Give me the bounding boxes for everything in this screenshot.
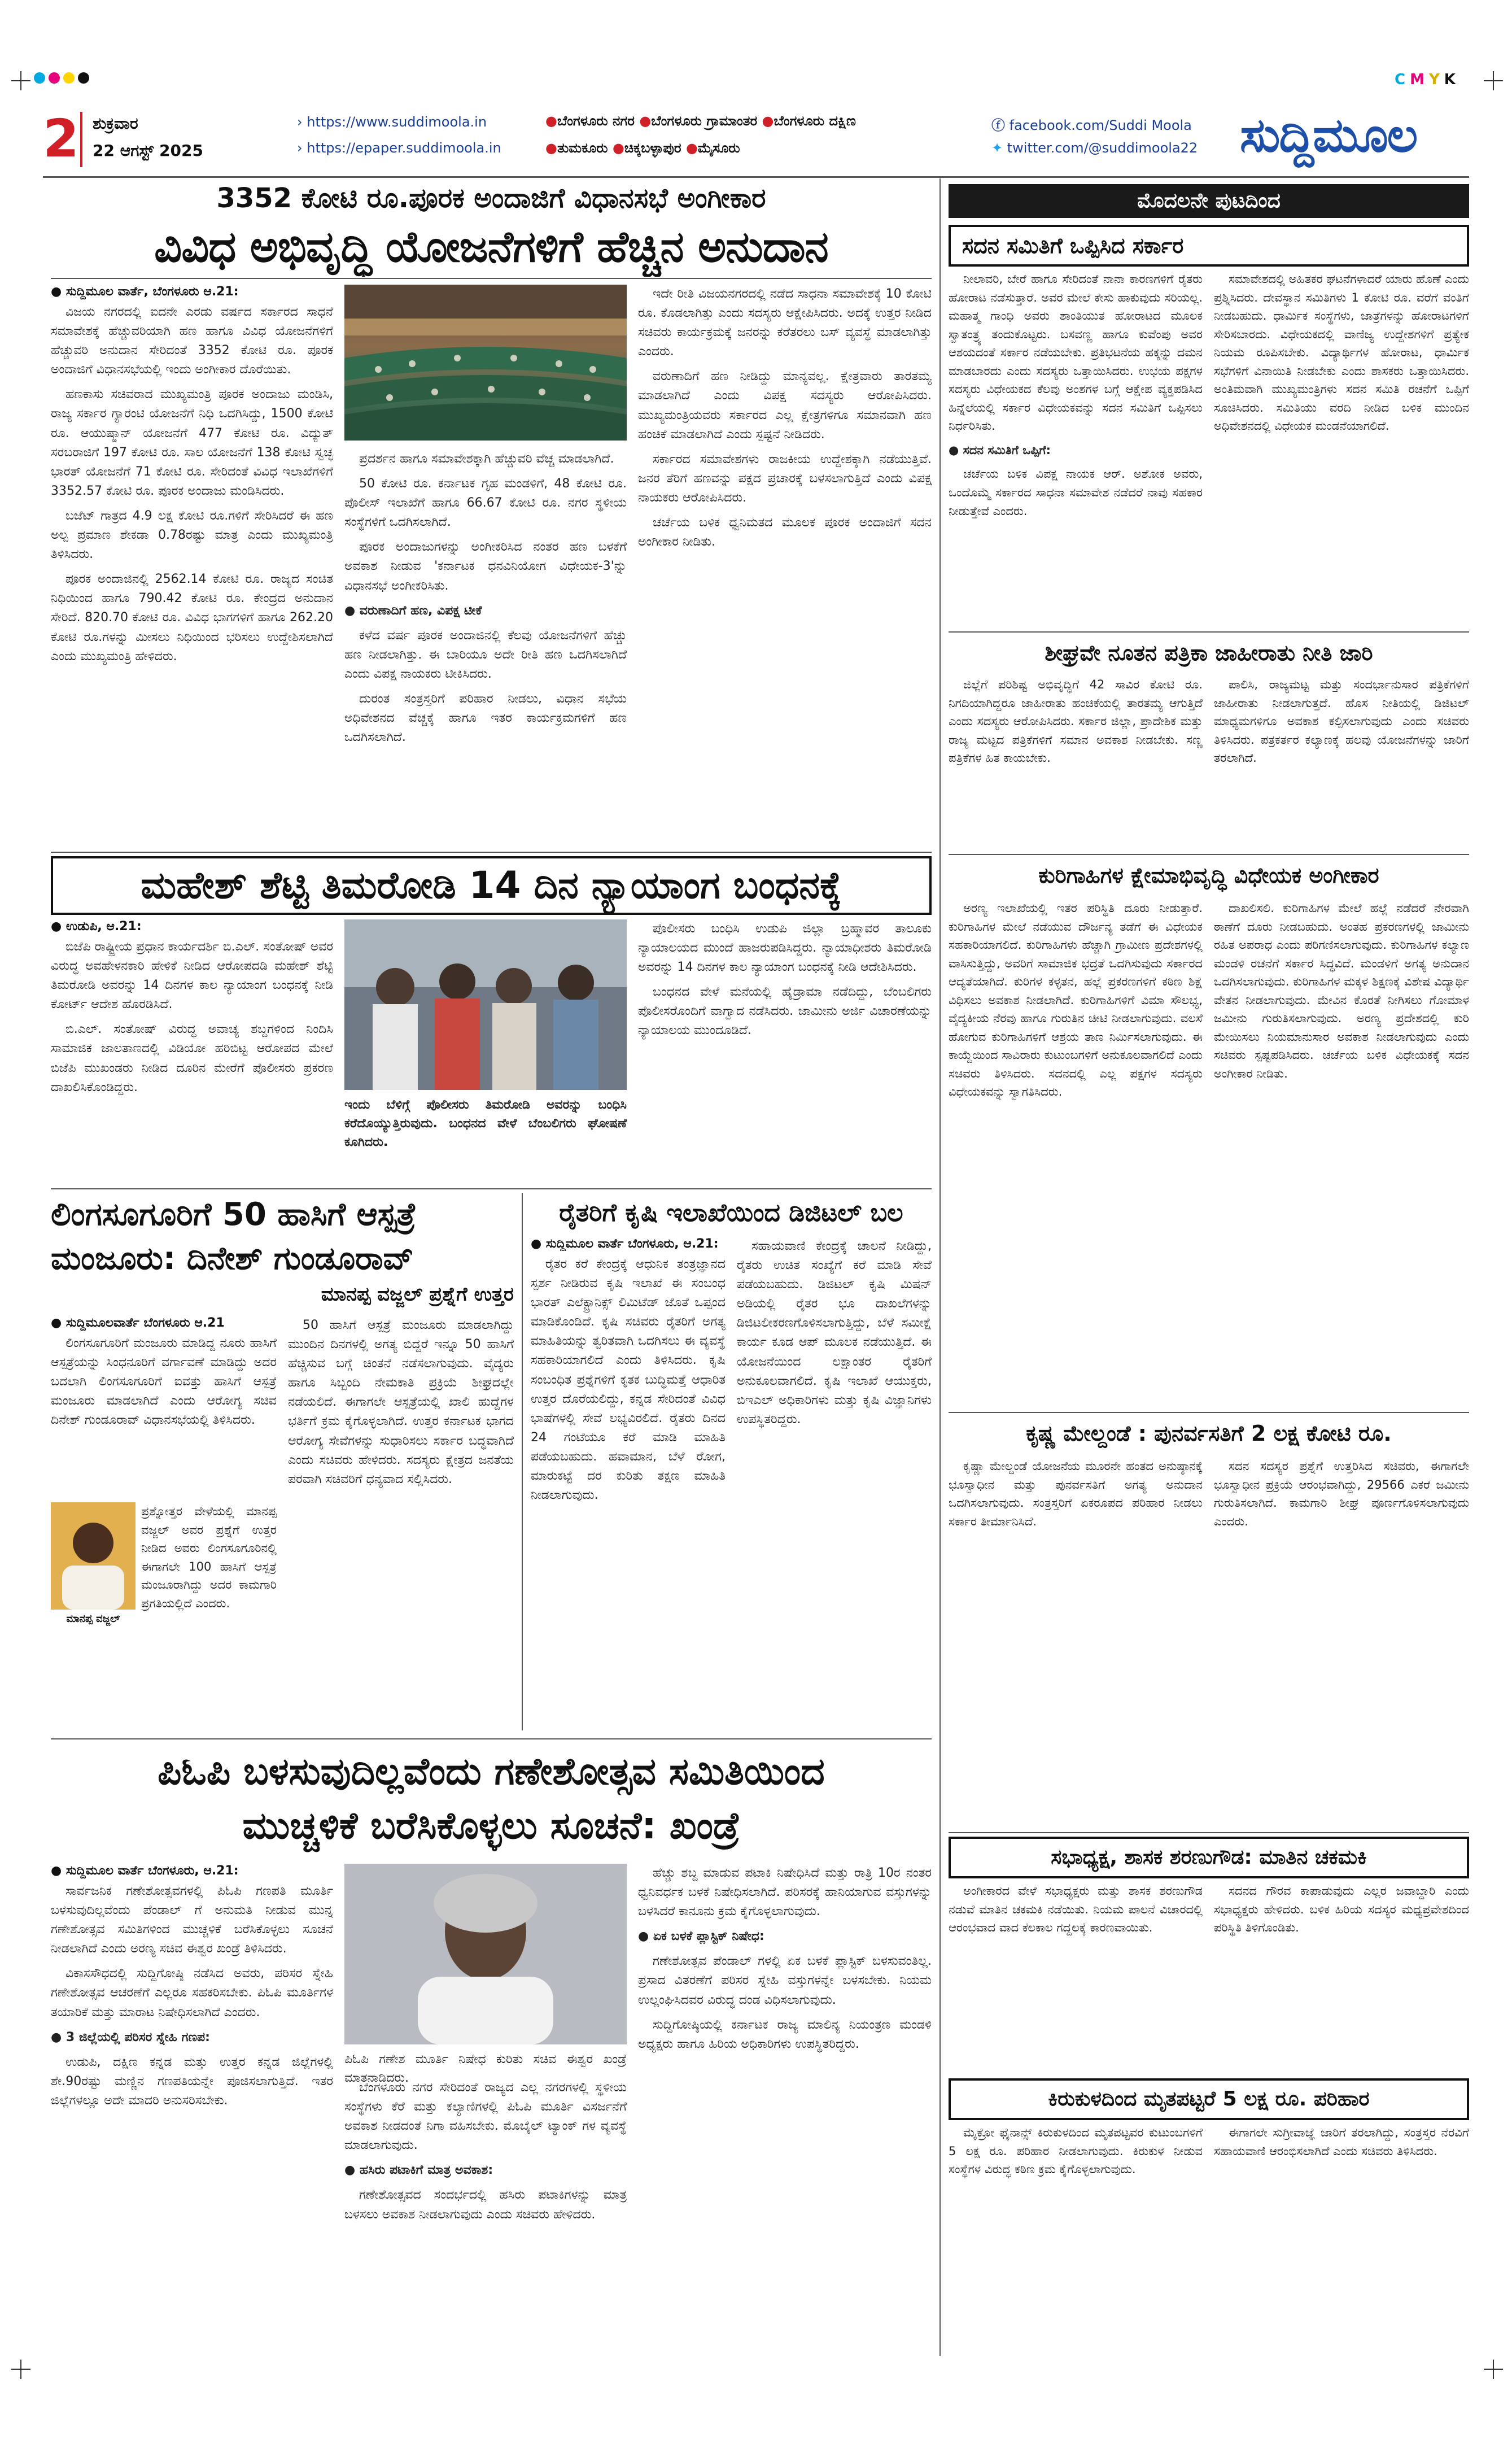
rule bbox=[51, 1188, 932, 1189]
article2-headline: ಮಹೇಶ್ ಶೆಟ್ಟಿ ತಿಮರೋಡಿ 14 ದಿನ ನ್ಯಾಯಾಂಗ ಬಂಧನಕ್ಕೆ bbox=[51, 856, 932, 915]
rule bbox=[51, 852, 932, 853]
article4-dateline: ● ಸುದ್ದಿಮೂಲ ವಾರ್ತೆ ಬೆಂಗಳೂರು, ಆ.21: bbox=[531, 1237, 719, 1251]
s6-col-1: ಮೈಕ್ರೋ ಫೈನಾನ್ಸ್ ಕಿರುಕುಳದಿಂದ ಮೃತಪಟ್ಟವರ ಕುಟುಂಬಗಳಿಗೆ 5 ಲಕ್ಷ ರೂ. ಪರಿಹಾರ ನೀಡಲಾಗುವುದು. ಕಿರುಕುಳ ನೀಡುವ ಸಂಸ್ಥೆಗಳ ವಿರುದ್ಧ ಕಠಿಣ ಕ್ರಮ ಕೈಗೊಳ್ಳಲಾಗುವುದು. bbox=[949, 2126, 1203, 2177]
s6-col-2: ಈಗಾಗಲೇ ಸುಗ್ರೀವಾಜ್ಞೆ ಜಾರಿಗೆ ತರಲಾಗಿದ್ದು, ಸಂತ್ರಸ್ತರ ನೆರವಿಗೆ ಸಹಾಯವಾಣಿ ಆರಂಭಿಸಲಾಗಿದೆ ಎಂದು ಸಚಿವರು ತಿಳಿಸಿದರು. bbox=[1214, 2126, 1469, 2158]
article3-dateline: ● ಸುದ್ದಿಮೂಲವಾರ್ತೆ ಬೆಂಗಳೂರು ಆ.21 bbox=[51, 1316, 225, 1330]
facebook-icon: ⓕ bbox=[991, 117, 1005, 133]
crop-mark bbox=[11, 71, 30, 90]
column-divider bbox=[522, 1193, 523, 1730]
article5-headline-1: ಪಿಓಪಿ ಬಳಸುವುದಿಲ್ಲವೆಂದು ಗಣೇಶೋತ್ಸವ ಸಮಿತಿಯಿಂದ bbox=[158, 1750, 825, 1793]
s5-headline: ಸಭಾಧ್ಯಕ್ಷ, ಶಾಸಕ ಶರಣುಗೌಡ: ಮಾತಿನ ಚಕಮಕಿ bbox=[949, 1837, 1469, 1878]
rule bbox=[949, 1412, 1469, 1413]
article4-headline: ರೈತರಿಗೆ ಕೃಷಿ ಇಲಾಖೆಯಿಂದ ಡಿಜಿಟಲ್ ಬಲ bbox=[559, 1198, 903, 1227]
twitter-link[interactable]: ✦ twitter.com/@suddimoola22 bbox=[991, 140, 1198, 156]
black-dot bbox=[78, 72, 89, 84]
minister-portrait-image bbox=[344, 1864, 627, 2044]
article2-col-3: ಪೊಲೀಸರು ಬಂಧಿಸಿ ಉಡುಪಿ ಜಿಲ್ಲಾ ಬ್ರಹ್ಮಾವರ ತಾಲೂಕು ನ್ಯಾಯಾಲಯದ ಮುಂದೆ ಹಾಜರುಪಡಿಸಿದ್ದರು. ನ್ಯಾಯಾಧೀಶರು ತಿಮರೋಡಿ ಅವರನ್ನು 14 ದಿನಗಳ ಕಾಲ ನ್ಯಾಯಾಂಗ ಬಂಧನಕ್ಕೆ ನೀಡಿ ಆದೇಶಿಸಿದರು. ಬಂಧನದ ವೇಳೆ ಮನೆಯಲ್ಲಿ ಹೈಡ್ರಾಮಾ ನಡೆದಿದ್ದು, ಬೆಂಬಲಿಗರು ಪೊಲೀಸರೊಂದಿಗೆ ವಾಗ್ವಾದ ನಡೆಸಿದರು. ಜಾಮೀನು ಅರ್ಜಿ ವಿಚಾರಣೆಯನ್ನು ನ್ಯಾಯಾಲಯ ಮುಂದೂಡಿದೆ. bbox=[638, 922, 932, 1038]
date: 22 ಆಗಸ್ಟ್ 2025 bbox=[93, 141, 203, 160]
article5-headline-2: ಮುಚ್ಚಳಿಕೆ ಬರೆಸಿಕೊಳ್ಳಲು ಸೂಚನೆ: ಖಂಡ್ರೆ bbox=[242, 1804, 740, 1847]
article5-dateline: ● ಸುದ್ದಿಮೂಲ ವಾರ್ತೆ ಬೆಂಗಳೂರು, ಆ.21: bbox=[51, 1864, 239, 1878]
editions-row-2: ●ತುಮಕೂರು ●ಚಿಕ್ಕಬಳ್ಳಾಪುರ ●ಮೈಸೂರು bbox=[545, 140, 740, 156]
s3-headline: ಕುರಿಗಾಹಿಗಳ ಕ್ಷೇಮಾಭಿವೃದ್ಧಿ ವಿಧೇಯಕ ಅಂಗೀಕಾರ bbox=[1038, 863, 1379, 888]
facebook-link[interactable]: ⓕ facebook.com/Suddi Moola bbox=[991, 117, 1192, 133]
rule bbox=[51, 278, 932, 279]
article2-col-1: ಬಿಜೆಪಿ ರಾಷ್ಟ್ರೀಯ ಪ್ರಧಾನ ಕಾರ್ಯದರ್ಶಿ ಬಿ.ಎಲ್. ಸಂತೋಷ್ ಅವರ ವಿರುದ್ಧ ಅವಹೇಳನಕಾರಿ ಹೇಳಿಕೆ ನೀಡಿದ ಆರೋಪದಡಿ ಮಹೇಶ್ ಶೆಟ್ಟಿ ತಿಮರೋಡಿ ಅವರನ್ನು 14 ದಿನಗಳ ಕಾಲ ನ್ಯಾಯಾಂಗ ಬಂಧನಕ್ಕೆ ನೀಡಿ ಕೋರ್ಟ್ ಆದೇಶ ಹೊರಡಿಸಿದೆ. ಬಿ.ಎಲ್. ಸಂತೋಷ್ ವಿರುದ್ಧ ಅವಾಚ್ಯ ಶಬ್ದಗಳಿಂದ ನಿಂದಿಸಿ ಸಾಮಾಜಿಕ ಜಾಲತಾಣದಲ್ಲಿ ವಿಡಿಯೋ ಹರಿಬಿಟ್ಟ ಆರೋಪದ ಮೇಲೆ ಬಿಜೆಪಿ ಮುಖಂಡರು ನೀಡಿದ ದೂರಿನ ಮೇರೆಗೆ ಪೊಲೀಸರು ಪ್ರಕರಣ ದಾಖಲಿಸಿಕೊಂಡಿದ್ದರು. bbox=[51, 940, 333, 1095]
article3-headline-2: ಮಂಜೂರು: ದಿನೇಶ್ ಗುಂಡೂರಾವ್ bbox=[51, 1240, 414, 1277]
lead-kicker: 3352 ಕೋಟಿ ರೂ.ಪೂರಕ ಅಂದಾಜಿಗೆ ವಿಧಾನಸಭೆ ಅಂಗೀಕಾರ bbox=[216, 182, 766, 214]
article3-col-1: ಲಿಂಗಸೂಗೂರಿಗೆ ಮಂಜೂರು ಮಾಡಿದ್ದ ನೂರು ಹಾಸಿಗೆ ಆಸ್ಪತ್ರೆಯನ್ನು ಸಿಂಧನೂರಿಗೆ ವರ್ಗಾವಣೆ ಮಾಡಿದ್ದು ಅದರ ಬದಲಾಗಿ ಲಿಂಗಸೂಗೂರಿಗೆ ಐವತ್ತು ಹಾಸಿಗೆ ಆಸ್ಪತ್ರೆ ಮಂಜೂರು ಮಾಡಲಾಗಿದೆ ಎಂದು ಆರೋಗ್ಯ ಸಚಿವ ದಿನೇಶ್ ಗುಂಡೂರಾವ್ ವಿಧಾನಸಭೆಯಲ್ಲಿ ತಿಳಿಸಿದರು. bbox=[51, 1336, 277, 1428]
s5-col-1: ಅಂಗೀಕಾರದ ವೇಳೆ ಸಭಾಧ್ಯಕ್ಷರು ಮತ್ತು ಶಾಸಕ ಶರಣುಗೌಡ ನಡುವೆ ಮಾತಿನ ಚಕಮಕಿ ನಡೆಯಿತು. ನಿಯಮ ಪಾಲನೆ ವಿಚಾರದಲ್ಲಿ ಆರಂಭವಾದ ವಾದ ಕೆಲಕಾಲ ಗದ್ದಲಕ್ಕೆ ಕಾರಣವಾಯಿತು. bbox=[949, 1884, 1203, 1935]
cmyk-label: CMYK bbox=[1395, 71, 1460, 88]
photo-label: ಮಾನಪ್ಪ ವಜ್ಜಲ್ bbox=[66, 1613, 120, 1625]
article2-caption: ಇಂದು ಬೆಳಿಗ್ಗೆ ಪೊಲೀಸರು ತಿಮರೋಡಿ ಅವರನ್ನು ಬಂಧಿಸಿ ಕರೆದೊಯ್ಯುತ್ತಿರುವುದು. ಬಂಧನದ ವೇಳೆ ಬೆಂಬಲಿಗರು ಘೋಷಣೆ ಕೂಗಿದರು. bbox=[344, 1098, 627, 1149]
website-link[interactable]: › https://www.suddimoola.in bbox=[297, 114, 487, 130]
article2-dateline: ● ಉಡುಪಿ, ಆ.21: bbox=[51, 919, 142, 934]
assembly-photo bbox=[344, 285, 627, 441]
article5-col-3: ಹೆಚ್ಚು ಶಬ್ದ ಮಾಡುವ ಪಟಾಕಿ ನಿಷೇಧಿಸಿದೆ ಮತ್ತು ರಾತ್ರಿ 10ರ ನಂತರ ಧ್ವನಿವರ್ಧಕ ಬಳಕೆ ನಿಷೇಧಿಸಲಾಗಿದೆ. ಪರಿಸರಕ್ಕೆ ಹಾನಿಯಾಗುವ ವಸ್ತುಗಳನ್ನು ಬಳಸಿದರೆ ಕಾನೂನು ಕ್ರಮ ಕೈಗೊಳ್ಳಲಾಗುವುದು. ● ಏಕ ಬಳಕೆ ಪ್ಲಾಸ್ಟಿಕ್ ನಿಷೇಧ: ಗಣೇಶೋತ್ಸವ ಪೆಂಡಾಲ್ ಗಳಲ್ಲಿ ಏಕ ಬಳಕೆ ಪ್ಲಾಸ್ಟಿಕ್ ಬಳಸುವಂತಿಲ್ಲ. ಪ್ರಸಾದ ವಿತರಣೆಗೆ ಪರಿಸರ ಸ್ನೇಹಿ ವಸ್ತುಗಳನ್ನೇ ಬಳಸಬೇಕು. ನಿಯಮ ಉಲ್ಲಂಘಿಸಿದವರ ವಿರುದ್ಧ ದಂಡ ವಿಧಿಸಲಾಗುವುದು. ಸುದ್ದಿಗೋಷ್ಠಿಯಲ್ಲಿ ಕರ್ನಾಟಕ ರಾಜ್ಯ ಮಾಲಿನ್ಯ ನಿಯಂತ್ರಣ ಮಂಡಳಿ ಅಧ್ಯಕ್ಷರು ಹಾಗೂ ಹಿರಿಯ ಅಧಿಕಾರಿಗಳು ಉಪಸ್ಥಿತರಿದ್ದರು. bbox=[638, 1866, 932, 2051]
s4-headline: ಕೃಷ್ಣ ಮೇಲ್ದಂಡೆ : ಪುನರ್ವಸತಿಗೆ 2 ಲಕ್ಷ ಕೋಟಿ ರೂ. bbox=[1026, 1421, 1392, 1446]
minister-photo bbox=[344, 1864, 627, 2044]
s3-col-1: ಅರಣ್ಯ ಇಲಾಖೆಯಲ್ಲಿ ಇತರ ಪರಿಸ್ಥಿತಿ ದೂರು ನೀಡುತ್ತಾರೆ. ಕುರಿಗಾಹಿಗಳ ಮೇಲೆ ನಡೆಯುವ ದೌರ್ಜನ್ಯ ತಡೆಗೆ ಈ ವಿಧೇಯಕ ಸಹಕಾರಿಯಾಗಲಿದೆ. ಕುರಿಗಾಹಿಗಳು ಹೆಚ್ಚಾಗಿ ಗ್ರಾಮೀಣ ಪ್ರದೇಶಗಳಲ್ಲಿ ವಾಸಿಸುತ್ತಿದ್ದು, ಅವರಿಗೆ ಸಾಮಾಜಿಕ ಭದ್ರತೆ ಒದಗಿಸುವುದು ಸರ್ಕಾರದ ಆದ್ಯತೆಯಾಗಿದೆ. ಕುರಿಗಳ ಕಳ್ಳತನ, ಹಲ್ಲೆ ಪ್ರಕರಣಗಳಿಗೆ ಕಠಿಣ ಶಿಕ್ಷೆ ವಿಧಿಸಲು ಅವಕಾಶ ನೀಡಲಾಗಿದೆ. ಕುರಿಗಾಹಿಗಳಿಗೆ ವಿಮಾ ಸೌಲಭ್ಯ, ವೈದ್ಯಕೀಯ ನೆರವು ಹಾಗೂ ಗುರುತಿನ ಚೀಟಿ ನೀಡಲಾಗುವುದು. ವಲಸೆ ಹೋಗುವ ಕುರಿಗಾಹಿಗಳಿಗೆ ಆಶ್ರಯ ತಾಣ ನಿರ್ಮಿಸಲಾಗುವುದು. ಈ ಕಾಯ್ದೆಯಿಂದ ಸಾವಿರಾರು ಕುಟುಂಬಗಳಿಗೆ ಅನುಕೂಲವಾಗಲಿದೆ ಎಂದು ಸಚಿವರು ತಿಳಿಸಿದರು. ಸದನದಲ್ಲಿ ಎಲ್ಲ ಪಕ್ಷಗಳ ಸದಸ್ಯರು ವಿಧೇಯಕವನ್ನು ಸ್ವಾಗತಿಸಿದರು. bbox=[949, 901, 1203, 1099]
rule bbox=[51, 1738, 932, 1739]
s2-col-1: ಜಿಲ್ಲೆಗೆ ಪರಿಶಿಷ್ಟ ಅಭಿವೃದ್ಧಿಗೆ 42 ಸಾವಿರ ಕೋಟಿ ರೂ. ನಿಗದಿಯಾಗಿದ್ದರೂ ಜಾಹೀರಾತು ಹಂಚಿಕೆಯಲ್ಲಿ ತಾರತಮ್ಯ ಆಗುತ್ತಿದೆ ಎಂದು ಸದಸ್ಯರು ಆರೋಪಿಸಿದರು. ಸರ್ಕಾರ ಜಿಲ್ಲಾ, ಪ್ರಾದೇಶಿಕ ಮತ್ತು ರಾಜ್ಯ ಮಟ್ಟದ ಪತ್ರಿಕೆಗಳಿಗೆ ಸಮಾನ ಅವಕಾಶ ನೀಡಬೇಕು. ಸಣ್ಣ ಪತ್ರಿಕೆಗಳ ಹಿತ ಕಾಯಬೇಕು. bbox=[949, 678, 1203, 765]
header-rule bbox=[43, 176, 1469, 178]
rule bbox=[949, 631, 1469, 633]
s4-col-2: ಸದನ ಸದಸ್ಯರ ಪ್ರಶ್ನೆಗೆ ಉತ್ತರಿಸಿದ ಸಚಿವರು, ಈಗಾಗಲೇ ಭೂಸ್ವಾಧೀನ ಪ್ರಕ್ರಿಯೆ ಆರಂಭವಾಗಿದ್ದು, 29566 ಎಕರೆ ಜಮೀನು ಗುರುತಿಸಲಾಗಿದೆ. ಕಾಮಗಾರಿ ಶೀಘ್ರ ಪೂರ್ಣಗೊಳಿಸಲಾಗುವುದು ಎಂದರು. bbox=[1214, 1459, 1469, 1528]
article5-caption: ಪಿಓಪಿ ಗಣೇಶ ಮೂರ್ತಿ ನಿಷೇಧ ಕುರಿತು ಸಚಿವ ಈಶ್ವರ ಖಂಡ್ರೆ ಮಾತನಾಡಿದರು. bbox=[344, 2052, 627, 2085]
s1-col-2: ಸಮಾವೇಶದಲ್ಲಿ ಅಹಿತಕರ ಘಟನೆಗಳಾದರೆ ಯಾರು ಹೊಣೆ ಎಂದು ಪ್ರಶ್ನಿಸಿದರು. ದೇವಸ್ಥಾನ ಸಮಿತಿಗಳು 1 ಕೋಟಿ ರೂ. ವರೆಗೆ ವಂತಿಗೆ ನೀಡಬಹುದು. ಧಾರ್ಮಿಕ ಸಂಸ್ಥೆಗಳು, ಜಾತ್ರೆಗಳನ್ನು ಹೋರಾಟಗಳಿಗೆ ಸೇರಿಸಬಾರದು. ವಿಧೇಯಕದಲ್ಲಿ ವಾಣಿಜ್ಯ ಉದ್ದೇಶಗಳಿಗೆ ಪ್ರತ್ಯೇಕ ನಿಯಮ ರೂಪಿಸಬೇಕು. ವಿದ್ಯಾರ್ಥಿಗಳ ಹೋರಾಟ, ಧಾರ್ಮಿಕ ಸಭೆಗಳಿಗೆ ವಿನಾಯಿತಿ ನೀಡಬೇಕು ಎಂದು ಶಾಸಕರು ಒತ್ತಾಯಿಸಿದರು. ಅಂತಿಮವಾಗಿ ಮುಖ್ಯಮಂತ್ರಿಗಳು ಸದನ ಸಮಿತಿ ರಚನೆಗೆ ಒಪ್ಪಿಗೆ ಸೂಚಿಸಿದರು. ಸಮಿತಿಯು ವರದಿ ನೀಡಿದ ಬಳಿಕ ಮುಂದಿನ ಅಧಿವೇಶನದಲ್ಲಿ ವಿಧೇಯಕ ಮಂಡನೆಯಾಗಲಿದೆ. bbox=[1214, 272, 1469, 433]
lead-col-1: ವಿಜಯ ನಗರದಲ್ಲಿ ಐದನೇ ಎರಡು ವರ್ಷದ ಸರ್ಕಾರದ ಸಾಧನೆ ಸಮಾವೇಶಕ್ಕೆ ಹೆಚ್ಚುವರಿಯಾಗಿ ಹಣ ಹಾಗೂ ವಿವಿಧ ಯೋಜನೆಗಳಿಗೆ ಹೆಚ್ಚುವರಿ ಅನುದಾನ ಸೇರಿದಂತೆ 3352 ಕೋಟಿ ರೂ. ಪೂರಕ ಅಂದಾಜಿಗೆ ವಿಧಾನಸಭೆಯಲ್ಲಿ ಇಂದು ಅಂಗೀಕಾರ ದೊರೆಯಿತು. ಹಣಕಾಸು ಸಚಿವರಾದ ಮುಖ್ಯಮಂತ್ರಿ ಪೂರಕ ಅಂದಾಜು ಮಂಡಿಸಿ, ರಾಜ್ಯ ಸರ್ಕಾರ ಗ್ಯಾರಂಟಿ ಯೋಜನೆಗೆ ನಿಧಿ ಒದಗಿಸಿದ್ದು, 1500 ಕೋಟಿ ರೂ. ಆಯುಷ್ಮಾನ್ ಯೋಜನೆಗೆ 477 ಕೋಟಿ ರೂ. ವಿದ್ಯುತ್ ಸರಬರಾಜಿಗೆ 197 ಕೋಟಿ ರೂ. ಸಾಲ ಯೋಜನೆಗೆ 138 ಕೋಟಿ ಸ್ವಚ್ಛ ಭಾರತ್ ಯೋಜನೆಗೆ 71 ಕೋಟಿ ರೂ. ಸೇರಿದಂತೆ ವಿವಿಧ ಇಲಾಖೆಗಳಿಗೆ 3352.57 ಕೋಟಿ ರೂ. ಪೂರಕ ಅಂದಾಜು ಮಂಡಿಸಿದರು. ಬಜೆಟ್ ಗಾತ್ರದ 4.9 ಲಕ್ಷ ಕೋಟಿ ರೂ.ಗಳಿಗೆ ಸೇರಿಸಿದರೆ ಈ ಹಣ ಅಲ್ಪ ಪ್ರಮಾಣ ಶೇಕಡಾ 0.78ರಷ್ಟು ಮಾತ್ರ ಎಂದು ಮುಖ್ಯಮಂತ್ರಿ ತಿಳಿಸಿದರು. ಪೂರಕ ಅಂದಾಜಿನಲ್ಲಿ 2562.14 ಕೋಟಿ ರೂ. ರಾಜ್ಯದ ಸಂಚಿತ ನಿಧಿಯಿಂದ ಹಾಗೂ 790.42 ಕೋಟಿ ರೂ. ಕೇಂದ್ರದ ಅನುದಾನ ಸೇರಿದೆ. 820.70 ಕೋಟಿ ರೂ. ವಿವಿಧ ಭಾಗಗಳಿಗೆ ಹಾಗೂ 262.20 ಕೋಟಿ ರೂ.ಗಳನ್ನು ಮೀಸಲು ನಿಧಿಯಿಂದ ಭರಿಸಲು ಉದ್ದೇಶಿಸಲಾಗಿದೆ ಎಂದು ಮುಖ್ಯಮಂತ್ರಿ ಹೇಳಿದರು. bbox=[51, 305, 333, 664]
legislator-photo bbox=[51, 1502, 136, 1610]
crop-mark bbox=[1484, 2360, 1503, 2379]
article3-subhead: ಮಾನಪ್ಪ ವಜ್ಜಲ್ ಪ್ರಶ್ನೆಗೆ ಉತ್ತರ bbox=[321, 1283, 514, 1306]
s1-col-1: ನೀಲಾವರಿ, ಬೇರೆ ಹಾಗೂ ಸೇರಿದಂತೆ ನಾನಾ ಕಾರಣಗಳಿಗೆ ರೈತರು ಹೋರಾಟ ನಡೆಸುತ್ತಾರೆ. ಅವರ ಮೇಲೆ ಕೇಸು ಹಾಕುವುದು ಸರಿಯಲ್ಲ. ಮಹಾತ್ಮ ಗಾಂಧಿ ಅವರು ಶಾಂತಿಯುತ ಹೋರಾಟದ ಮೂಲಕ ಸ್ವಾತಂತ್ರ್ಯ ತಂದುಕೊಟ್ಟರು. ಬಸವಣ್ಣ ಹಾಗೂ ಕುವೆಂಪು ಅವರ ಆಶಯದಂತೆ ಸರ್ಕಾರ ನಡೆಯಬೇಕು. ಪ್ರತಿಭಟನೆಯ ಹಕ್ಕನ್ನು ದಮನ ಮಾಡಬಾರದು ಎಂದು ಸದಸ್ಯರು ಒತ್ತಾಯಿಸಿದರು. ಉಭಯ ಪಕ್ಷಗಳ ಸದಸ್ಯರು ವಿಧೇಯಕದ ಕೆಲವು ಅಂಶಗಳ ಬಗ್ಗೆ ಆಕ್ಷೇಪ ವ್ಯಕ್ತಪಡಿಸಿದ ಹಿನ್ನೆಲೆಯಲ್ಲಿ ಸರ್ಕಾರ ವಿಧೇಯಕವನ್ನು ಸದನ ಸಮಿತಿಗೆ ಒಪ್ಪಿಸಲು ನಿರ್ಧರಿಸಿತು. ● ಸದನ ಸಮಿತಿಗೆ ಒಪ್ಪಿಗೆ: ಚರ್ಚೆಯ ಬಳಿಕ ವಿಪಕ್ಷ ನಾಯಕ ಆರ್. ಅಶೋಕ ಅವರು, ಒಂದೊಮ್ಮೆ ಸರ್ಕಾರದ ಸಾಧನಾ ಸಮಾವೇಶ ನಡೆದರೆ ನಾವು ಸಹಕಾರ ನೀಡುತ್ತೇವೆ ಎಂದರು. bbox=[949, 272, 1203, 518]
newspaper-logo: ಸುದ್ದಿಮೂಲ bbox=[1240, 107, 1417, 163]
registration-dots bbox=[34, 72, 93, 86]
article5-col-1: ಸಾರ್ವಜನಿಕ ಗಣೇಶೋತ್ಸವಗಳಲ್ಲಿ ಪಿಓಪಿ ಗಣಪತಿ ಮೂರ್ತಿ ಬಳಸುವುದಿಲ್ಲವೆಂದು ಪೆಂಡಾಲ್ ಗೆ ಅನುಮತಿ ನೀಡುವ ಮುನ್ನ ಗಣೇಶೋತ್ಸವ ಸಮಿತಿಗಳಿಂದ ಮುಚ್ಚಳಿಕೆ ಬರೆಸಿಕೊಳ್ಳಲು ಸೂಚನೆ ನೀಡಲಾಗಿದೆ ಎಂದು ಅರಣ್ಯ ಸಚಿವ ಈಶ್ವರ ಖಂಡ್ರೆ ತಿಳಿಸಿದರು. ವಿಕಾಸಸೌಧದಲ್ಲಿ ಸುದ್ದಿಗೋಷ್ಠಿ ನಡೆಸಿದ ಅವರು, ಪರಿಸರ ಸ್ನೇಹಿ ಗಣೇಶೋತ್ಸವ ಆಚರಣೆಗೆ ಎಲ್ಲರೂ ಸಹಕರಿಸಬೇಕು. ಪಿಓಪಿ ಮೂರ್ತಿಗಳ ತಯಾರಿಕೆ ಮತ್ತು ಮಾರಾಟ ನಿಷೇಧಿಸಲಾಗಿದೆ ಎಂದರು. ● 3 ಜಿಲ್ಲೆಯಲ್ಲಿ ಪರಿಸರ ಸ್ನೇಹಿ ಗಣಪ: ಉಡುಪಿ, ದಕ್ಷಿಣ ಕನ್ನಡ ಮತ್ತು ಉತ್ತರ ಕನ್ನಡ ಜಿಲ್ಲೆಗಳಲ್ಲಿ ಶೇ.90ರಷ್ಟು ಮಣ್ಣಿನ ಗಣಪತಿಯನ್ನೇ ಪೂಜಿಸಲಾಗುತ್ತಿದೆ. ಇತರ ಜಿಲ್ಲೆಗಳಲ್ಲೂ ಅದೇ ಮಾದರಿ ಅನುಸರಿಸಬೇಕು. bbox=[51, 1884, 333, 2108]
epaper-link[interactable]: › https://epaper.suddimoola.in bbox=[297, 140, 501, 156]
arrest-scene-image bbox=[344, 919, 627, 1090]
article5-col-2: ಬೆಂಗಳೂರು ನಗರ ಸೇರಿದಂತೆ ರಾಜ್ಯದ ಎಲ್ಲ ನಗರಗಳಲ್ಲಿ ಸ್ಥಳೀಯ ಸಂಸ್ಥೆಗಳು ಕೆರೆ ಮತ್ತು ಕಲ್ಯಾಣಿಗಳಲ್ಲಿ ಪಿಓಪಿ ಮೂರ್ತಿ ವಿಸರ್ಜನೆಗೆ ಅವಕಾಶ ನೀಡದಂತೆ ನಿಗಾ ವಹಿಸಬೇಕು. ಮೊಬೈಲ್ ಟ್ಯಾಂಕ್ ಗಳ ವ್ಯವಸ್ಥೆ ಮಾಡಲಾಗುವುದು. ● ಹಸಿರು ಪಟಾಕಿಗೆ ಮಾತ್ರ ಅವಕಾಶ: ಗಣೇಶೋತ್ಸವದ ಸಂದರ್ಭದಲ್ಲಿ ಹಸಿರು ಪಟಾಕಿಗಳನ್ನು ಮಾತ್ರ ಬಳಸಲು ಅವಕಾಶ ನೀಡಲಾಗುವುದು ಎಂದು ಸಚಿವರು ಹೇಳಿದರು. bbox=[344, 2081, 627, 2222]
rule bbox=[949, 854, 1469, 855]
lead-dateline: ● ಸುದ್ದಿಮೂಲ ವಾರ್ತೆ, ಬೆಂಗಳೂರು ಆ.21: bbox=[51, 285, 239, 299]
lead-col-3: ಇದೇ ರೀತಿ ವಿಜಯನಗರದಲ್ಲಿ ನಡೆದ ಸಾಧನಾ ಸಮಾವೇಶಕ್ಕೆ 10 ಕೋಟಿ ರೂ. ಕೊಡಲಾಗಿತ್ತು ಎಂದು ಸದಸ್ಯರು ಆಕ್ಷೇಪಿಸಿದರು. ಅದಕ್ಕೆ ಉತ್ತರ ನೀಡಿದ ಸಚಿವರು ಕಾರ್ಯಕ್ರಮಕ್ಕೆ ಜನರನ್ನು ಕರೆತರಲು ಬಸ್ ವ್ಯವಸ್ಥೆ ಮಾಡಲಾಗಿತ್ತು ಎಂದರು. ವರುಣಾದಿಗೆ ಹಣ ನೀಡಿದ್ದು ಮಾನ್ಯವಲ್ಲ. ಕ್ಷೇತ್ರವಾರು ತಾರತಮ್ಯ ಮಾಡಲಾಗಿದೆ ಎಂದು ವಿಪಕ್ಷ ಸದಸ್ಯರು ಆರೋಪಿಸಿದರು. ಮುಖ್ಯಮಂತ್ರಿಯವರು ಸರ್ಕಾರದ ಎಲ್ಲ ಕ್ಷೇತ್ರಗಳಿಗೂ ಸಮಾನವಾಗಿ ಹಣ ಹಂಚಿಕೆ ಮಾಡಲಾಗಿದೆ ಎಂದು ಸ್ಪಷ್ಟನೆ ನೀಡಿದರು. ಸರ್ಕಾರದ ಸಮಾವೇಶಗಳು ರಾಜಕೀಯ ಉದ್ದೇಶಕ್ಕಾಗಿ ನಡೆಯುತ್ತಿವೆ. ಜನರ ತೆರಿಗೆ ಹಣವನ್ನು ಪಕ್ಷದ ಪ್ರಚಾರಕ್ಕೆ ಬಳಸಲಾಗುತ್ತಿದೆ ಎಂದು ವಿಪಕ್ಷ ನಾಯಕರು ಆರೋಪಿಸಿದರು. ಚರ್ಚೆಯ ಬಳಿಕ ಧ್ವನಿಮತದ ಮೂಲಕ ಪೂರಕ ಅಂದಾಜಿಗೆ ಸದನ ಅಂಗೀಕಾರ ನೀಡಿತು. bbox=[638, 287, 932, 550]
s6-headline: ಕಿರುಕುಳದಿಂದ ಮೃತಪಟ್ಟರೆ 5 ಲಕ್ಷ ರೂ. ಪರಿಹಾರ bbox=[949, 2078, 1469, 2120]
portrait-image bbox=[51, 1502, 136, 1610]
rule bbox=[949, 1832, 1469, 1833]
s3-col-2: ದಾಖಲಿಸಲಿ. ಕುರಿಗಾಹಿಗಳ ಮೇಲೆ ಹಲ್ಲೆ ನಡೆದರೆ ನೇರವಾಗಿ ಠಾಣೆಗೆ ದೂರು ನೀಡಬಹುದು. ಅಂತಹ ಪ್ರಕರಣಗಳಲ್ಲಿ ಜಾಮೀನು ರಹಿತ ಅಪರಾಧ ಎಂದು ಪರಿಗಣಿಸಲಾಗುವುದು. ಕುರಿಗಾಹಿಗಳ ಕಲ್ಯಾಣ ಮಂಡಳಿ ರಚನೆಗೆ ಸರ್ಕಾರ ಸಿದ್ಧವಿದೆ. ಮಂಡಳಿಗೆ ಅಗತ್ಯ ಅನುದಾನ ಒದಗಿಸಲಾಗುವುದು. ಕುರಿಗಾಹಿಗಳ ಮಕ್ಕಳ ಶಿಕ್ಷಣಕ್ಕೆ ವಿಶೇಷ ವಿದ್ಯಾರ್ಥಿ ವೇತನ ನೀಡಲಾಗುವುದು. ಮೇವಿನ ಕೊರತೆ ನೀಗಿಸಲು ಗೋಮಾಳ ಜಮೀನು ಗುರುತಿಸಲಾಗುವುದು. ಅರಣ್ಯ ಪ್ರದೇಶದಲ್ಲಿ ಕುರಿ ಮೇಯಿಸಲು ನಿಯಮಾನುಸಾರ ಅವಕಾಶ ನೀಡಲಾಗುವುದು ಎಂದು ಸಚಿವರು ಸ್ಪಷ್ಟಪಡಿಸಿದರು. ಚರ್ಚೆಯ ಬಳಿಕ ವಿಧೇಯಕಕ್ಕೆ ಸದನ ಅಂಗೀಕಾರ ನೀಡಿತು. bbox=[1214, 901, 1469, 1080]
s5-col-2: ಸದನದ ಗೌರವ ಕಾಪಾಡುವುದು ಎಲ್ಲರ ಜವಾಬ್ದಾರಿ ಎಂದು ಸಭಾಧ್ಯಕ್ಷರು ಹೇಳಿದರು. ಬಳಿಕ ಹಿರಿಯ ಸದಸ್ಯರ ಮಧ್ಯಪ್ರವೇಶದಿಂದ ಪರಿಸ್ಥಿತಿ ತಿಳಿಗೊಂಡಿತು. bbox=[1214, 1884, 1469, 1935]
day: ಶುಕ್ರವಾರ bbox=[93, 114, 138, 133]
sidebar-section-title: ಮೊದಲನೇ ಪುಟದಿಂದ bbox=[949, 184, 1469, 218]
article3-headline-1: ಲಿಂಗಸೂಗೂರಿಗೆ 50 ಹಾಸಿಗೆ ಆಸ್ಪತ್ರೆ bbox=[51, 1196, 416, 1233]
article4-col-2: ಸಹಾಯವಾಣಿ ಕೇಂದ್ರಕ್ಕೆ ಚಾಲನೆ ನೀಡಿದ್ದು, ರೈತರು ಉಚಿತ ಸಂಖ್ಯೆಗೆ ಕರೆ ಮಾಡಿ ಸೇವೆ ಪಡೆಯಬಹುದು. ಡಿಜಿಟಲ್ ಕೃಷಿ ಮಿಷನ್ ಅಡಿಯಲ್ಲಿ ರೈತರ ಭೂ ದಾಖಲೆಗಳನ್ನು ಡಿಜಿಟಲೀಕರಣಗೊಳಿಸಲಾಗುತ್ತಿದ್ದು, ಬೆಳೆ ಸಮೀಕ್ಷೆ ಕಾರ್ಯ ಕೂಡ ಆಪ್ ಮೂಲಕ ನಡೆಯುತ್ತಿದೆ. ಈ ಯೋಜನೆಯಿಂದ ಲಕ್ಷಾಂತರ ರೈತರಿಗೆ ಅನುಕೂಲವಾಗಲಿದೆ. ಕೃಷಿ ಇಲಾಖೆ ಆಯುಕ್ತರು, ಬಿಇಎಲ್ ಅಧಿಕಾರಿಗಳು ಮತ್ತು ಕೃಷಿ ವಿಜ್ಞಾನಿಗಳು ಉಪಸ್ಥಿತರಿದ್ದರು. bbox=[737, 1239, 932, 1427]
article4-col-1: ರೈತರ ಕರೆ ಕೇಂದ್ರಕ್ಕೆ ಆಧುನಿಕ ತಂತ್ರಜ್ಞಾನದ ಸ್ಪರ್ಶ ನೀಡಿರುವ ಕೃಷಿ ಇಲಾಖೆ ಈ ಸಂಬಂಧ ಭಾರತ್ ಎಲೆಕ್ಟ್ರಾನಿಕ್ಸ್ ಲಿಮಿಟೆಡ್ ಜೊತೆ ಒಪ್ಪಂದ ಮಾಡಿಕೊಂಡಿದೆ. ಕೃಷಿ ಸಚಿವರು ರೈತರಿಗೆ ಅಗತ್ಯ ಮಾಹಿತಿಯನ್ನು ತ್ವರಿತವಾಗಿ ಒದಗಿಸಲು ಈ ವ್ಯವಸ್ಥೆ ಸಹಕಾರಿಯಾಗಲಿದೆ ಎಂದು ತಿಳಿಸಿದರು. ಕೃಷಿ ಸಂಬಂಧಿತ ಪ್ರಶ್ನೆಗಳಿಗೆ ಕೃತಕ ಬುದ್ಧಿಮತ್ತೆ ಆಧಾರಿತ ಉತ್ತರ ದೊರೆಯಲಿದ್ದು, ಕನ್ನಡ ಸೇರಿದಂತೆ ವಿವಿಧ ಭಾಷೆಗಳಲ್ಲಿ ಸೇವೆ ಲಭ್ಯವಿರಲಿದೆ. ರೈತರು ದಿನದ 24 ಗಂಟೆಯೂ ಕರೆ ಮಾಡಿ ಮಾಹಿತಿ ಪಡೆಯಬಹುದು. ಹವಾಮಾನ, ಬೆಳೆ ರೋಗ, ಮಾರುಕಟ್ಟೆ ದರ ಕುರಿತು ತಕ್ಷಣ ಮಾಹಿತಿ ನೀಡಲಾಗುವುದು. bbox=[531, 1257, 726, 1503]
s2-headline: ಶೀಘ್ರವೇ ನೂತನ ಪತ್ರಿಕಾ ಜಾಹೀರಾತು ನೀತಿ ಜಾರಿ bbox=[1045, 640, 1373, 665]
s1-headline: ಸದನ ಸಮಿತಿಗೆ ಒಪ್ಪಿಸಿದ ಸರ್ಕಾರ bbox=[949, 225, 1469, 267]
twitter-icon: ✦ bbox=[991, 140, 1003, 156]
crop-mark bbox=[11, 2360, 30, 2379]
assembly-hall-image bbox=[344, 285, 627, 441]
editions-row-1: ●ಬೆಂಗಳೂರು ನಗರ ●ಬೆಂಗಳೂರು ಗ್ರಾಮಾಂತರ ●ಬೆಂಗಳೂರು ದಕ್ಷಿಣ bbox=[545, 113, 856, 129]
arrest-photo bbox=[344, 919, 627, 1090]
crop-mark bbox=[1484, 71, 1503, 90]
magenta-dot bbox=[49, 72, 60, 84]
s4-col-1: ಕೃಷ್ಣಾ ಮೇಲ್ದಂಡೆ ಯೋಜನೆಯ ಮೂರನೇ ಹಂತದ ಅನುಷ್ಠಾನಕ್ಕೆ ಭೂಸ್ವಾಧೀನ ಮತ್ತು ಪುನರ್ವಸತಿಗೆ ಅಗತ್ಯ ಅನುದಾನ ಒದಗಿಸಲಾಗುವುದು. ಸಂತ್ರಸ್ತರಿಗೆ ಏಕರೂಪದ ಪರಿಹಾರ ನೀಡಲು ಸರ್ಕಾರ ತೀರ್ಮಾನಿಸಿದೆ. bbox=[949, 1459, 1203, 1528]
lead-headline: ವಿವಿಧ ಅಭಿವೃದ್ಧಿ ಯೋಜನೆಗಳಿಗೆ ಹೆಚ್ಚಿನ ಅನುದಾನ bbox=[154, 221, 828, 272]
yellow-dot bbox=[63, 72, 75, 84]
page-number: 2 bbox=[43, 108, 80, 169]
masthead bbox=[43, 107, 1466, 173]
lead-col-2: ಪ್ರದರ್ಶನ ಹಾಗೂ ಸಮಾವೇಶಕ್ಕಾಗಿ ಹೆಚ್ಚುವರಿ ವೆಚ್ಚ ಮಾಡಲಾಗಿದೆ. 50 ಕೋಟಿ ರೂ. ಕರ್ನಾಟಕ ಗೃಹ ಮಂಡಳಿಗೆ, 48 ಕೋಟಿ ರೂ. ಪೊಲೀಸ್ ಇಲಾಖೆಗೆ ಹಾಗೂ 66.67 ಕೋಟಿ ರೂ. ನಗರ ಸ್ಥಳೀಯ ಸಂಸ್ಥೆಗಳಿಗೆ ಒದಗಿಸಲಾಗಿದೆ. ಪೂರಕ ಅಂದಾಜುಗಳನ್ನು ಅಂಗೀಕರಿಸಿದ ನಂತರ ಹಣ ಬಳಕೆಗೆ ಅವಕಾಶ ನೀಡುವ 'ಕರ್ನಾಟಕ ಧನವಿನಿಯೋಗ ವಿಧೇಯಕ-3'ನ್ನು ವಿಧಾನಸಭೆ ಅಂಗೀಕರಿಸಿತು. ● ವರುಣಾದಿಗೆ ಹಣ, ವಿಪಕ್ಷ ಟೀಕೆ ಕಳೆದ ವರ್ಷ ಪೂರಕ ಅಂದಾಜಿನಲ್ಲಿ ಕೆಲವು ಯೋಜನೆಗಳಿಗೆ ಹೆಚ್ಚು ಹಣ ನೀಡಲಾಗಿತ್ತು. ಈ ಬಾರಿಯೂ ಅದೇ ರೀತಿ ಹಣ ಒದಗಿಸಲಾಗಿದೆ ಎಂದು ವಿಪಕ್ಷ ನಾಯಕರು ಟೀಕಿಸಿದರು. ದುರಂತ ಸಂತ್ರಸ್ತರಿಗೆ ಪರಿಹಾರ ನೀಡಲು, ವಿಧಾನ ಸಭೆಯ ಅಧಿವೇಶನದ ವೆಚ್ಚಕ್ಕೆ ಹಾಗೂ ಇತರ ಕಾರ್ಯಕ್ರಮಗಳಿಗೆ ಹಣ ಒದಗಿಸಲಾಗಿದೆ. bbox=[344, 452, 627, 745]
article3-col-2: 50 ಹಾಸಿಗೆ ಆಸ್ಪತ್ರೆ ಮಂಜೂರು ಮಾಡಲಾಗಿದ್ದು ಮುಂದಿನ ದಿನಗಳಲ್ಲಿ ಅಗತ್ಯ ಬಿದ್ದರೆ ಇನ್ನೂ 50 ಹಾಸಿಗೆ ಹೆಚ್ಚಿಸುವ ಬಗ್ಗೆ ಚಿಂತನೆ ನಡೆಸಲಾಗುವುದು. ವೈದ್ಯರು ಹಾಗೂ ಸಿಬ್ಬಂದಿ ನೇಮಕಾತಿ ಪ್ರಕ್ರಿಯೆ ಶೀಘ್ರದಲ್ಲೇ ನಡೆಯಲಿದೆ. ಈಗಾಗಲೇ ಆಸ್ಪತ್ರೆಯಲ್ಲಿ ಖಾಲಿ ಹುದ್ದೆಗಳ ಭರ್ತಿಗೆ ಕ್ರಮ ಕೈಗೊಳ್ಳಲಾಗಿದೆ. ಉತ್ತರ ಕರ್ನಾಟಕ ಭಾಗದ ಆರೋಗ್ಯ ಸೇವೆಗಳನ್ನು ಸುಧಾರಿಸಲು ಸರ್ಕಾರ ಬದ್ಧವಾಗಿದೆ ಎಂದು ಸಚಿವರು ಹೇಳಿದರು. ಸದಸ್ಯರು ಕ್ಷೇತ್ರದ ಜನತೆಯ ಪರವಾಗಿ ಸಚಿವರಿಗೆ ಧನ್ಯವಾದ ಸಲ್ಲಿಸಿದರು. bbox=[288, 1318, 514, 1486]
article3-col-1b: ಪ್ರಶ್ನೋತ್ತರ ವೇಳೆಯಲ್ಲಿ ಮಾನಪ್ಪ ವಜ್ಜಲ್ ಅವರ ಪ್ರಶ್ನೆಗೆ ಉತ್ತರ ನೀಡಿದ ಅವರು ಲಿಂಗಸೂಗೂರಿನಲ್ಲಿ ಈಗಾಗಲೇ 100 ಹಾಸಿಗೆ ಆಸ್ಪತ್ರೆ ಮಂಜೂರಾಗಿದ್ದು ಅದರ ಕಾಮಗಾರಿ ಪ್ರಗತಿಯಲ್ಲಿದೆ ಎಂದರು. bbox=[141, 1505, 277, 1610]
sidebar-divider bbox=[939, 178, 941, 2356]
s2-col-2: ಪಾಲಿಸಿ, ರಾಜ್ಯಮಟ್ಟ ಮತ್ತು ಸಂದರ್ಭಾನುಸಾರ ಪತ್ರಿಕೆಗಳಿಗೆ ಜಾಹೀರಾತು ನೀಡಲಾಗುತ್ತದೆ. ಹೊಸ ನೀತಿಯಲ್ಲಿ ಡಿಜಿಟಲ್ ಮಾಧ್ಯಮಗಳಿಗೂ ಅವಕಾಶ ಕಲ್ಪಿಸಲಾಗುವುದು ಎಂದು ಸಚಿವರು ತಿಳಿಸಿದರು. ಪತ್ರಕರ್ತರ ಕಲ್ಯಾಣಕ್ಕೆ ಹಲವು ಯೋಜನೆಗಳನ್ನು ಜಾರಿಗೆ ತರಲಾಗಿದೆ. bbox=[1214, 678, 1469, 765]
cyan-dot bbox=[34, 72, 45, 84]
divider bbox=[80, 112, 82, 167]
